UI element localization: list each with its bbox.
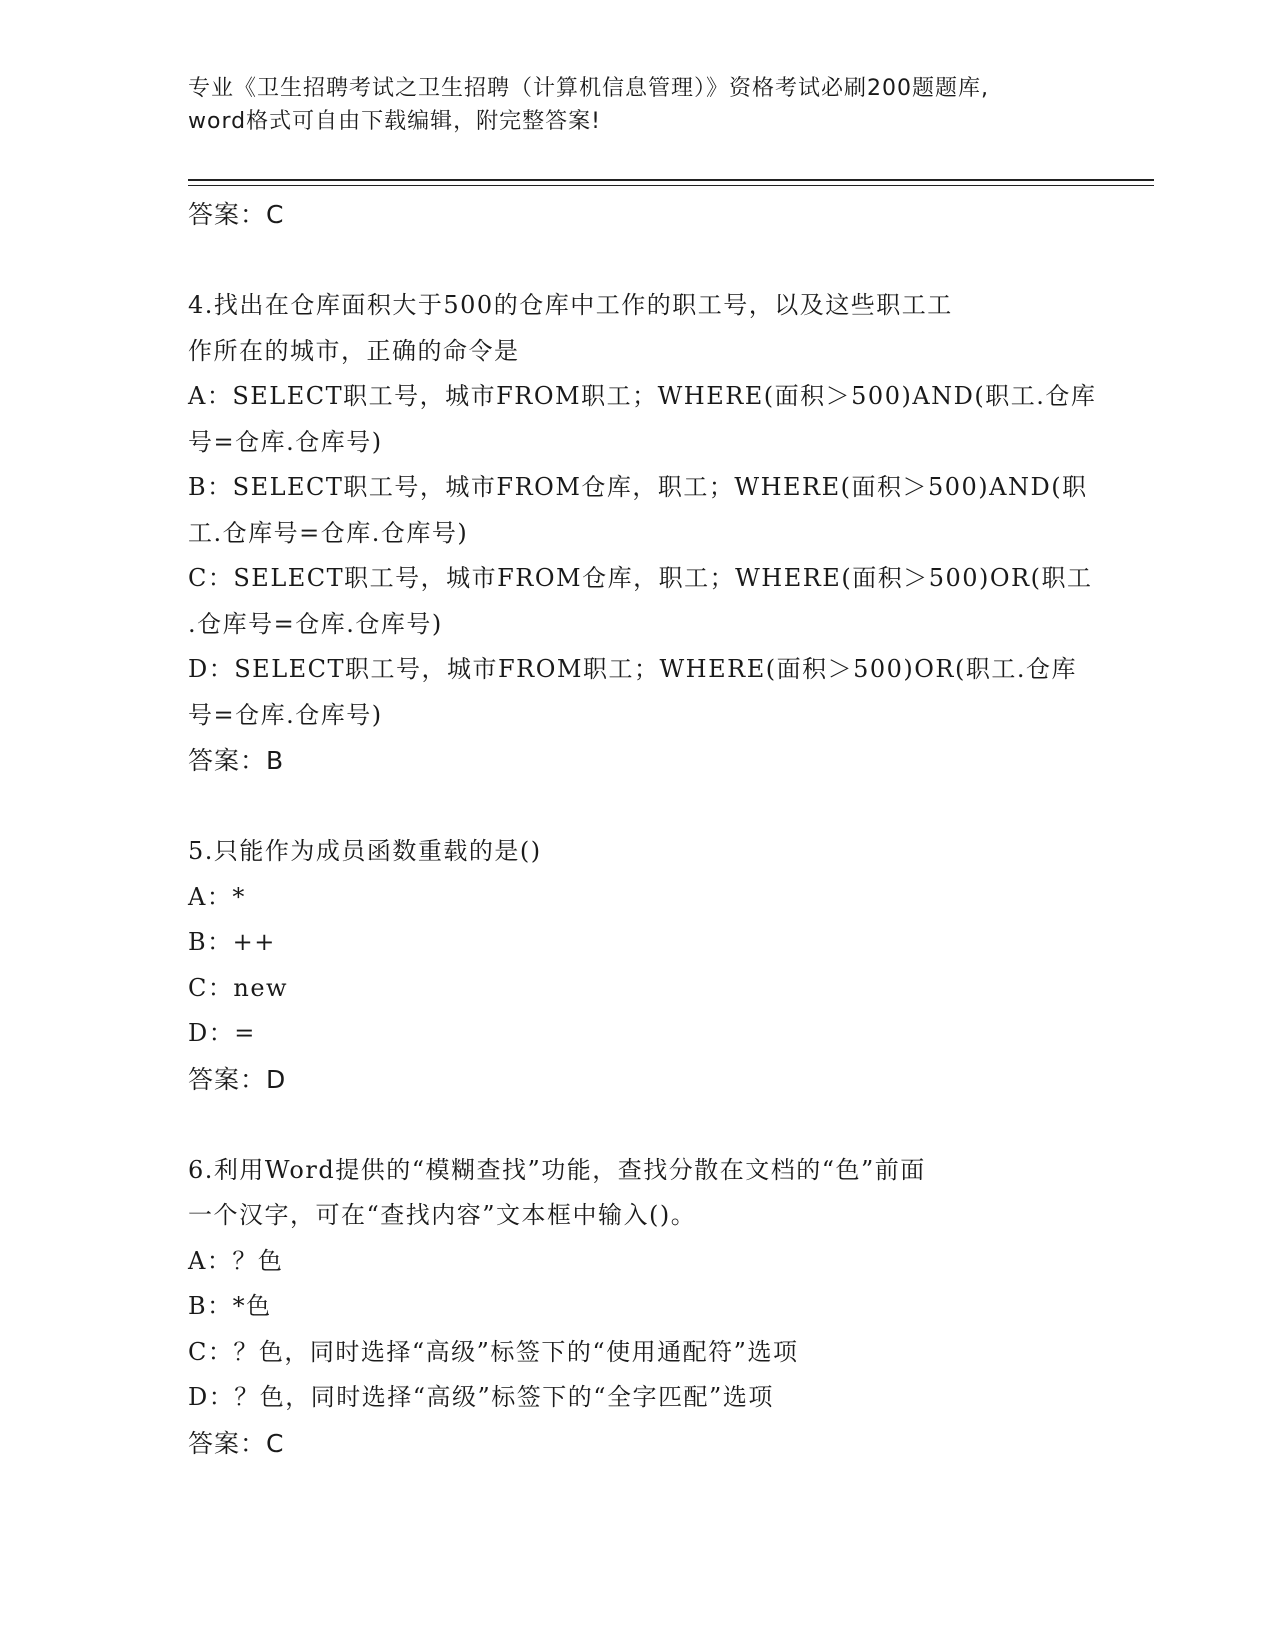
question-4: [188, 283, 1097, 784]
document-header: [188, 72, 1088, 138]
question-6-option-d: D：？色，同时选择“高级”标签下的“全字匹配”选项: [188, 1383, 774, 1411]
question-6-text-1: 6.利用Word提供的“模糊查找”功能，查找分散在文档的“色”前面: [188, 1155, 926, 1184]
answer-q3: 答案：C: [188, 200, 285, 229]
question-5: [188, 829, 1088, 1103]
question-5-option-d: D：=: [188, 1019, 256, 1047]
question-6-option-c: C：？色，同时选择“高级”标签下的“使用通配符”选项: [188, 1337, 799, 1366]
question-6: [188, 1148, 1088, 1467]
question-4-text-1: 4.找出在仓库面积大于500的仓库中工作的职工号，以及这些职工工: [188, 291, 953, 319]
question-5-option-b: B：++: [188, 928, 276, 956]
question-content: [188, 192, 1097, 1467]
header-line-1: 专业《卫生招聘考试之卫生招聘（计算机信息管理）》资格考试必刷200题题库,: [188, 76, 989, 101]
question-4-text-2: 作所在的城市，正确的命令是: [188, 336, 520, 365]
question-6-option-a: A：？色: [188, 1246, 284, 1275]
question-4-option-c-1: C：SELECT职工号，城市FROM仓库，职工；WHERE(面积＞500)OR(职工: [188, 564, 1093, 592]
answer-q6: 答案：C: [188, 1428, 285, 1458]
question-4-option-c-2: .仓库号=仓库.仓库号): [188, 609, 443, 638]
question-5-option-c: C：new: [188, 973, 289, 1002]
question-4-option-b-1: B：SELECT职工号，城市FROM仓库，职工；WHERE(面积＞500)AND(职: [188, 473, 1088, 501]
spacer: [188, 784, 1088, 829]
question-4-option-a-2: 号=仓库.仓库号): [188, 427, 383, 456]
header-divider-thin: [188, 185, 1154, 186]
answer-q4: 答案：B: [188, 746, 285, 775]
answer-q5: 答案：D: [188, 1064, 287, 1094]
question-5-option-a: A：*: [188, 882, 246, 911]
question-4-option-d-2: 号=仓库.仓库号): [188, 700, 383, 729]
question-6-text-2: 一个汉字，可在“查找内容”文本框中输入()。: [188, 1201, 697, 1229]
question-4-option-a-1: A：SELECT职工号，城市FROM职工；WHERE(面积＞500)AND(职工.仓库: [188, 382, 1097, 410]
question-4-option-d-1: D：SELECT职工号，城市FROM职工；WHERE(面积＞500)OR(职工.仓库: [188, 655, 1077, 683]
spacer: [188, 238, 1088, 283]
question-6-option-b: B：*色: [188, 1292, 272, 1320]
header-line-2: word格式可自由下载编辑，附完整答案!: [188, 109, 601, 134]
question-5-text: 5.只能作为成员函数重载的是(): [188, 837, 542, 865]
question-4-option-b-2: 工.仓库号=仓库.仓库号): [188, 518, 469, 547]
spacer: [188, 1103, 1088, 1148]
header-divider: [188, 179, 1154, 181]
